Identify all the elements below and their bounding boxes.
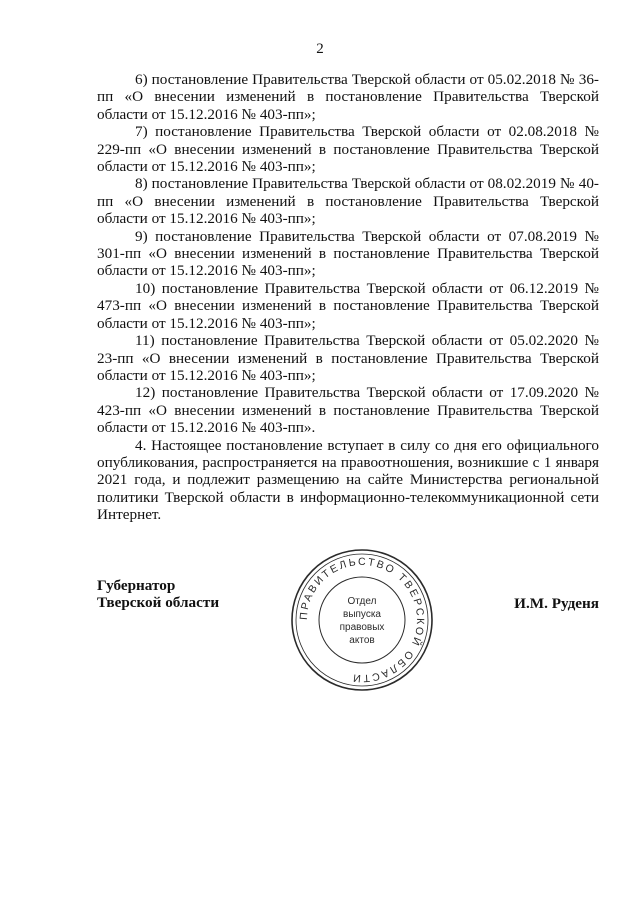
svg-text:ПРАВИТЕЛЬСТВО ТВЕРСКОЙ ОБЛАСТИ [298,556,426,684]
page-number: 2 [316,41,324,57]
list-item-10: 10) постановление Правительства Тверской области от 06.12.2019 № 473-пп «О внесении изменений в постановление Правительства Тверской области от 15.12.2016 № 403-пп»; [97,279,599,332]
signatory-position [97,577,219,612]
official-stamp [287,545,437,695]
signature-block [97,555,599,694]
signatory-name: И.М. Руденя [514,595,599,612]
list-item-11: 11) постановление Правительства Тверской области от 05.02.2020 № 23-пп «О внесении изменений в постановление Правительства Тверской области от 15.12.2016 № 403-пп»; [97,332,599,384]
document-body [97,71,599,524]
stamp-center-line-1: Отдел [347,596,377,607]
list-item-12: 12) постановление Правительства Тверской области от 17.09.2020 № 423-пп «О внесении изменений в постановление Правительства Тверской области от 15.12.2016 № 403-пп». [97,384,599,437]
signatory-position-line2: Тверской области [97,594,220,612]
stamp-center-line-4: актов [349,635,375,646]
list-item-9: 9) постановление Правительства Тверской области от 07.08.2019 № 301-пп «О внесении изменений в постановление Правительства Тверской области от 15.12.2016 № 403-пп»; [97,227,599,280]
list-item-7: 7) постановление Правительства Тверской области от 02.08.2018 № 229-пп «О внесении изменений в постановление Правительства Тверской области от 15.12.2016 № 403-пп»; [97,123,599,176]
list-item-8: 8) постановление Правительства Тверской области от 08.02.2019 № 40-пп «О внесении изменений в постановление Правительства Тверской области от 15.12.2016 № 403-пп»; [97,175,599,228]
list-item-6: 6) постановление Правительства Тверской области от 05.02.2018 № 36-пп «О внесении изменений в постановление Правительства Тверской области от 15.12.2016 № 403-пп»; [97,71,599,123]
stamp-ring-text: ПРАВИТЕЛЬСТВО ТВЕРСКОЙ ОБЛАСТИ [297,555,427,685]
stamp-center-line-2: выпуска [343,609,381,620]
clause-4-paragraph: 4. Настоящее постановление вступает в силу со дня его официального опубликования, распространяется на правоотношения, возникшие с 1 января 2021 года, и подлежит размещению на сайте Министерства региональной политики Тверской области в информационно-телекоммуникационной сети Интернет. [97,436,599,524]
signatory-position-line1: Губернатор [97,577,176,594]
stamp-center-line-3: правовых [339,622,385,633]
